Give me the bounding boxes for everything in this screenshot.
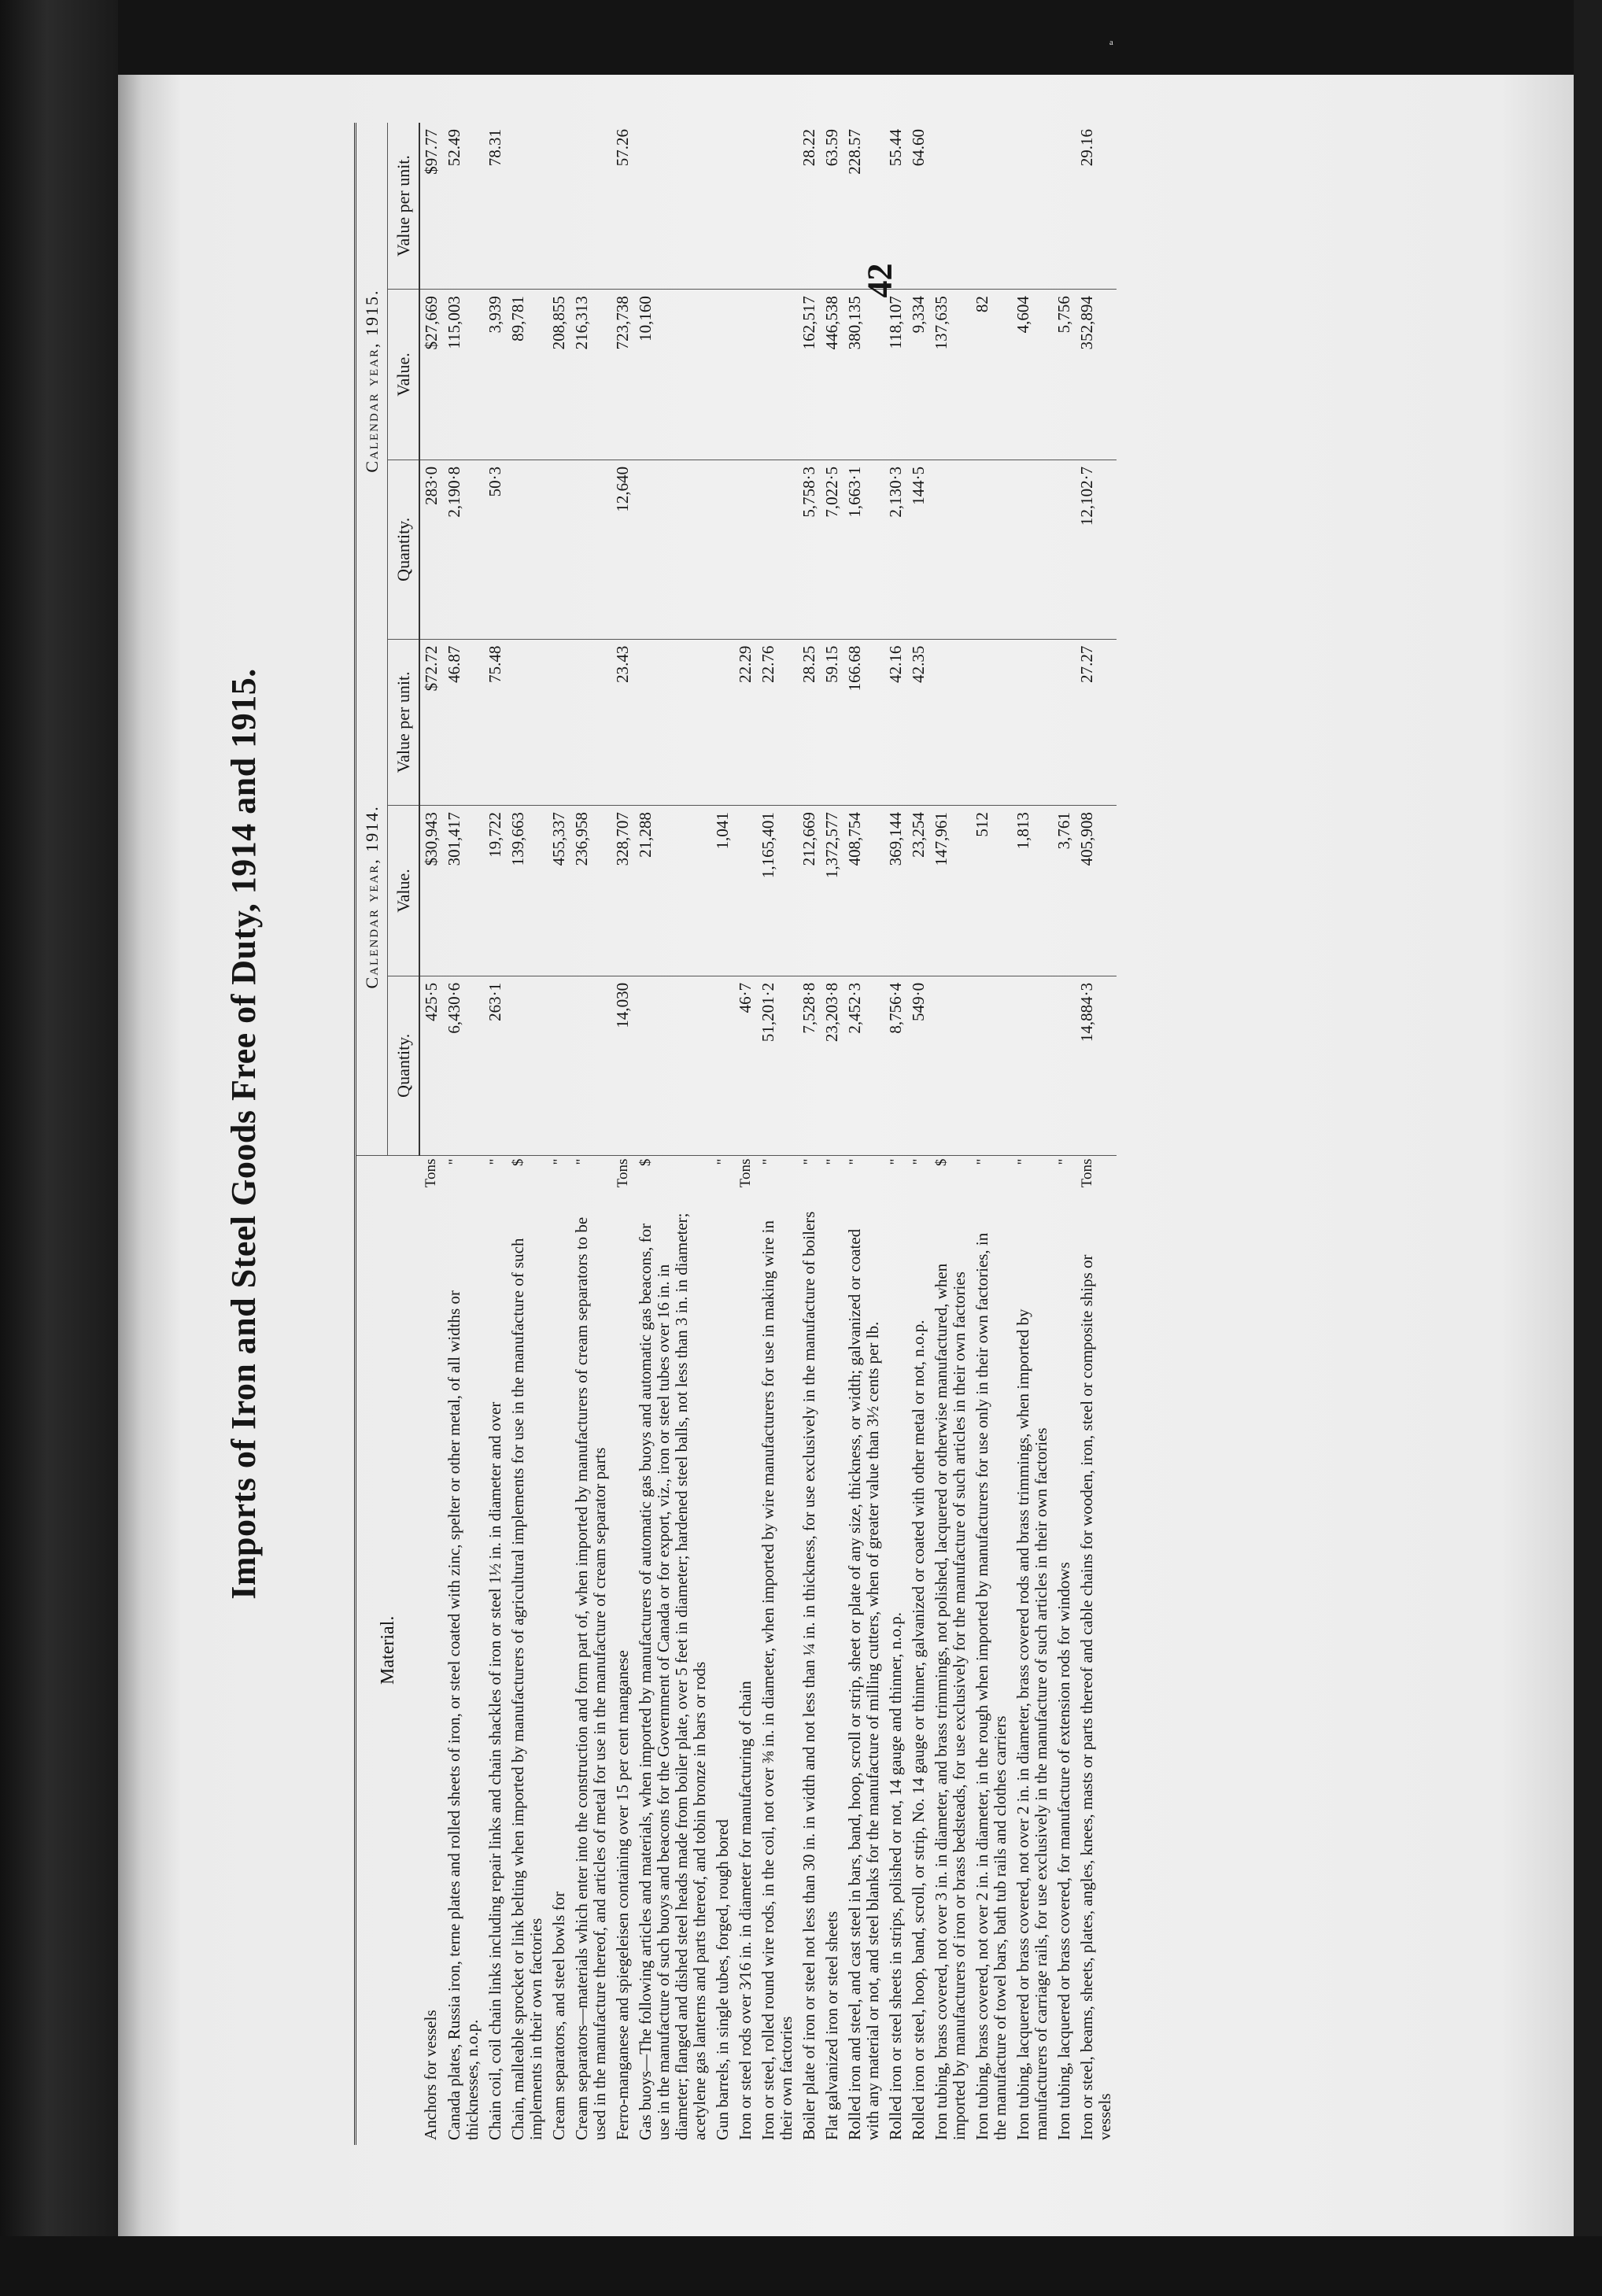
value-cell-q14: 6,430·6: [443, 976, 484, 1155]
value-cell-p14: 27.27: [1076, 639, 1117, 805]
value-cell-q15: 12,640: [611, 460, 634, 639]
value-cell-q15: [634, 460, 711, 639]
col-value-1915: Value.: [388, 290, 420, 460]
unit-cell: ": [711, 1155, 734, 1206]
value-cell-v14: 301,417: [443, 806, 484, 976]
material-cell: Cream separators, and steel bowls for: [549, 1891, 568, 2140]
value-cell-q15: 2,130·3: [884, 460, 907, 639]
unit-cell: ": [971, 1155, 1012, 1206]
material-cell: Iron or steel rods over 3⁄16 in. in diameter for manufacturing of chain: [736, 1681, 755, 2140]
value-cell-q15: [734, 460, 757, 639]
value-cell-v14: 212,669: [798, 806, 821, 976]
value-cell-q14: 14,884·3: [1076, 976, 1117, 1155]
value-cell-v14: 328,707: [611, 806, 634, 976]
table-row: [484, 123, 507, 2145]
value-cell-v15: 89,781: [507, 290, 548, 460]
value-cell-q15: [548, 460, 570, 639]
value-cell-q15: [507, 460, 548, 639]
table-row: [548, 123, 570, 2145]
value-cell-q14: 51,201·2: [757, 976, 798, 1155]
table-row: [711, 123, 734, 2145]
value-cell-p14: [1012, 639, 1053, 805]
material-cell: Boiler plate of iron or steel not less than 30 in. in width and not less than ¼ in. in thickness, for use exclusively in the manufacture of boilers: [799, 1211, 818, 2140]
table-row: [930, 123, 971, 2145]
value-cell-v14: 3,761: [1053, 806, 1076, 976]
value-cell-v14: 405,908: [1076, 806, 1117, 976]
table-row: [443, 123, 484, 2145]
unit-cell: ": [843, 1155, 884, 1206]
table-row: [884, 123, 907, 2145]
table-row: [907, 123, 930, 2145]
value-cell-v15: [757, 290, 798, 460]
value-cell-p15: 57.26: [611, 123, 634, 290]
unit-cell: ": [484, 1155, 507, 1206]
value-cell-p14: $72.72: [419, 639, 443, 805]
material-cell: Anchors for vessels: [421, 2010, 440, 2140]
value-cell-p15: [711, 123, 734, 290]
value-cell-q14: 14,030: [611, 976, 634, 1155]
value-cell-q14: [1053, 976, 1076, 1155]
value-cell-v15: 208,855: [548, 290, 570, 460]
material-cell: Iron tubing, brass covered, not over 3 in. in diameter, and brass trimmings, not polished, lacquered or otherwise manufactured, when imported by manufacturers of iron or brass bedsteads, for use exclusively for the manufacture of such articles in their own factories: [932, 1263, 969, 2140]
value-cell-p14: [548, 639, 570, 805]
value-cell-p14: 75.48: [484, 639, 507, 805]
col-value-1914: Value.: [388, 806, 420, 976]
value-cell-p15: [734, 123, 757, 290]
value-cell-p14: 42.35: [907, 639, 930, 805]
value-cell-p15: [548, 123, 570, 290]
value-cell-q14: [570, 976, 611, 1155]
unit-cell: ": [548, 1155, 570, 1206]
value-cell-p15: [634, 123, 711, 290]
material-cell: Gas buoys—The following articles and materials, when imported by manufacturers of automatic gas buoys and automatic gas beacons, for use in the manufacture of such buoys and beacons for the Government of Canada or for export, viz., iron or steel tubes over 16 in. in diameter; flanged and dished steel heads made from boiler plate, over 5 feet in diameter; hardened steel balls, not less than 3 in. in diameter; acetylene gas lanterns and parts thereof, and tobin bronze in bars or rods: [636, 1213, 709, 2140]
value-cell-q15: 5,758·3: [798, 460, 821, 639]
value-cell-p14: [1053, 639, 1076, 805]
value-cell-p14: 22.29: [734, 639, 757, 805]
value-cell-v14: 139,663: [507, 806, 548, 976]
table-row: [611, 123, 634, 2145]
table-row: [821, 123, 843, 2145]
year-1915-header: Calendar year, 1915.: [356, 123, 388, 639]
unit-cell: Tons: [419, 1155, 443, 1206]
unit-cell: Tons: [734, 1155, 757, 1206]
value-cell-p15: 29.16: [1076, 123, 1117, 290]
value-cell-p14: 22.76: [757, 639, 798, 805]
value-cell-p15: 28.22: [798, 123, 821, 290]
value-cell-q14: [971, 976, 1012, 1155]
material-cell: Chain coil, coil chain links including repair links and chain shackles of iron or steel 1½ in. in diameter and over: [485, 1401, 504, 2140]
material-cell: Cream separators—materials which enter into the construction and form part of, when imported by manufacturers of cream separators to be used in the manufacture thereof, and articles of metal for use in the manufacture of cream separator parts: [572, 1216, 609, 2140]
value-cell-v15: $27,669: [419, 290, 443, 460]
value-cell-v14: 1,813: [1012, 806, 1053, 976]
value-cell-q14: 549·0: [907, 976, 930, 1155]
value-cell-v14: 1,165,401: [757, 806, 798, 976]
value-cell-v14: [734, 806, 757, 976]
value-cell-p14: 28.25: [798, 639, 821, 805]
value-cell-v15: 4,604: [1012, 290, 1053, 460]
value-cell-v15: 162,517: [798, 290, 821, 460]
value-cell-q14: [634, 976, 711, 1155]
value-cell-v15: [734, 290, 757, 460]
value-cell-p14: 166.68: [843, 639, 884, 805]
value-cell-v15: 115,003: [443, 290, 484, 460]
value-cell-q14: 425·5: [419, 976, 443, 1155]
scan-border-top: [0, 0, 1602, 75]
value-cell-q15: 1,663·1: [843, 460, 884, 639]
year-1914-header: Calendar year, 1914.: [356, 639, 388, 1155]
value-cell-v15: 9,334: [907, 290, 930, 460]
page-title: Imports of Iron and Steel Goods Free of Duty, 1914 and 1915.: [224, 668, 263, 1600]
unit-cell: ": [884, 1155, 907, 1206]
value-cell-v15: 137,635: [930, 290, 971, 460]
imports-table: [354, 123, 1117, 2145]
value-cell-p14: [634, 639, 711, 805]
material-cell: Chain, malleable sprocket or link belting when imported by manufacturers of agricultural implements for use in the manufacture of such implements in their own factories: [508, 1238, 545, 2140]
value-cell-q15: [930, 460, 971, 639]
value-cell-q15: 50·3: [484, 460, 507, 639]
table-row: [570, 123, 611, 2145]
material-cell: Rolled iron and steel, and cast steel in bars, band, hoop, scroll or strip, sheet or plate of any size, thickness, or width; galvanized or coated with any material or not, and steel blanks for the manufacture of milling cutters, when of greater value than 3½ cents per lb.: [845, 1228, 882, 2140]
value-cell-v14: 21,288: [634, 806, 711, 976]
value-cell-p15: 78.31: [484, 123, 507, 290]
value-cell-v15: 82: [971, 290, 1012, 460]
col-quantity-1915: Quantity.: [388, 460, 420, 639]
value-cell-q14: [711, 976, 734, 1155]
table-body: [419, 123, 1117, 2145]
table-row: [634, 123, 711, 2145]
value-cell-v15: 380,135: [843, 290, 884, 460]
value-cell-q14: 7,528·8: [798, 976, 821, 1155]
value-cell-p14: 46.87: [443, 639, 484, 805]
value-cell-p15: 63.59: [821, 123, 843, 290]
table-row: [419, 123, 443, 2145]
value-cell-q15: [971, 460, 1012, 639]
value-cell-q14: 8,756·4: [884, 976, 907, 1155]
value-cell-q14: 23,203·8: [821, 976, 843, 1155]
table-row: [734, 123, 757, 2145]
scan-border-bottom: [0, 2236, 1602, 2296]
unit-cell: ": [821, 1155, 843, 1206]
unit-cell: ": [570, 1155, 611, 1206]
material-cell: Rolled iron or steel, hoop, band, scroll, or strip, No. 14 gauge or thinner, galvanized or coated with other metal or not, n.o.p.: [909, 1320, 928, 2140]
table-row: [1012, 123, 1053, 2145]
unit-cell: Tons: [1076, 1155, 1117, 1206]
value-cell-v14: 512: [971, 806, 1012, 976]
value-cell-v15: 446,538: [821, 290, 843, 460]
value-cell-q14: 263·1: [484, 976, 507, 1155]
table-row: [1053, 123, 1076, 2145]
value-cell-v14: 236,958: [570, 806, 611, 976]
unit-cell: ": [1053, 1155, 1076, 1206]
unit-cell: $: [930, 1155, 971, 1206]
value-cell-p15: [971, 123, 1012, 290]
unit-cell: ": [798, 1155, 821, 1206]
material-cell: Flat galvanized iron or steel sheets: [822, 1911, 841, 2140]
value-cell-q15: [1053, 460, 1076, 639]
value-cell-q15: 2,190·8: [443, 460, 484, 639]
value-cell-v15: 5,756: [1053, 290, 1076, 460]
value-cell-v14: 369,144: [884, 806, 907, 976]
value-cell-q15: 283·0: [419, 460, 443, 639]
value-cell-v14: 408,754: [843, 806, 884, 976]
unit-cell: $: [634, 1155, 711, 1206]
value-cell-p15: 228.57: [843, 123, 884, 290]
value-cell-v15: 352,894: [1076, 290, 1117, 460]
value-cell-p15: [1053, 123, 1076, 290]
value-cell-p15: [757, 123, 798, 290]
col-value-per-unit-1914: Value per unit.: [388, 639, 420, 805]
unit-cell: ": [443, 1155, 484, 1206]
table-row: [507, 123, 548, 2145]
unit-cell: $: [507, 1155, 548, 1206]
value-cell-q15: [1012, 460, 1053, 639]
value-cell-v14: 147,961: [930, 806, 971, 976]
material-cell: Ferro-manganese and spiegeleisen containing over 15 per cent manganese: [613, 1650, 632, 2140]
value-cell-p15: [1012, 123, 1053, 290]
value-cell-q14: [507, 976, 548, 1155]
value-cell-p15: $97.77: [419, 123, 443, 290]
value-cell-q14: [930, 976, 971, 1155]
value-cell-p15: 64.60: [907, 123, 930, 290]
value-cell-v14: 23,254: [907, 806, 930, 976]
value-cell-p15: 52.49: [443, 123, 484, 290]
col-quantity-1914: Quantity.: [388, 976, 420, 1155]
unit-cell: Tons: [611, 1155, 634, 1206]
value-cell-p14: [570, 639, 611, 805]
value-cell-q15: 7,022·5: [821, 460, 843, 639]
value-cell-q15: 144·5: [907, 460, 930, 639]
value-cell-p14: 23.43: [611, 639, 634, 805]
value-cell-p15: [930, 123, 971, 290]
material-cell: Iron tubing, brass covered, not over 2 in. in diameter, in the rough when imported by manufacturers for use only in their own factories, in the manufacture of towel bars, bath tub rails and clothes carriers: [973, 1232, 1010, 2140]
table-row: [798, 123, 821, 2145]
value-cell-p14: 59.15: [821, 639, 843, 805]
unit-cell: ": [907, 1155, 930, 1206]
material-header: Material.: [356, 1155, 420, 2145]
value-cell-p15: [570, 123, 611, 290]
value-cell-v15: 216,313: [570, 290, 611, 460]
table-row: [843, 123, 884, 2145]
unit-cell: ": [757, 1155, 798, 1206]
value-cell-p15: 55.44: [884, 123, 907, 290]
rotated-table-content: [161, 111, 1419, 2157]
material-cell: Gun barrels, in single tubes, forged, rough bored: [713, 1819, 732, 2140]
value-cell-v15: 118,107: [884, 290, 907, 460]
material-cell: Iron tubing, lacquered or brass covered, not over 2 in. in diameter, brass covered rods and brass trimmings, when imported by manufacturers of carriage rails, for use exclusively in the manufacture of such articles in their own factories: [1013, 1309, 1050, 2140]
value-cell-v14: $30,943: [419, 806, 443, 976]
value-cell-v14: 455,337: [548, 806, 570, 976]
table-row: [757, 123, 798, 2145]
material-cell: Canada plates, Russia iron, terne plates and rolled sheets of iron, or steel coated with zinc, spelter or other metal, of all widths or thicknesses, n.o.p.: [445, 1290, 482, 2140]
material-cell: Iron or steel, rolled round wire rods, in the coil, not over ⅜ in. in diameter, when imported by wire manufacturers for use in making wire in their own factories: [759, 1220, 795, 2140]
value-cell-q14: [548, 976, 570, 1155]
material-cell: Iron tubing, lacquered or brass covered, for manufacture of extension rods for windows: [1054, 1562, 1073, 2140]
value-cell-p14: [930, 639, 971, 805]
page-number-visible: 42: [860, 263, 899, 298]
scan-border-left: [0, 0, 118, 2296]
unit-cell: ": [1012, 1155, 1053, 1206]
value-cell-p14: [971, 639, 1012, 805]
col-value-per-unit-1915: Value per unit.: [388, 123, 420, 290]
table-row: [1076, 123, 1117, 2145]
value-cell-q14: 46·7: [734, 976, 757, 1155]
corner-mark: ᵃ: [1109, 36, 1113, 52]
value-cell-v14: 1,372,577: [821, 806, 843, 976]
scan-border-right: [1574, 0, 1602, 2296]
value-cell-p15: [507, 123, 548, 290]
value-cell-q14: 2,452·3: [843, 976, 884, 1155]
value-cell-v15: 723,738: [611, 290, 634, 460]
value-cell-q15: [570, 460, 611, 639]
value-cell-v15: [711, 290, 734, 460]
value-cell-p14: [711, 639, 734, 805]
material-cell: Rolled iron or steel sheets in strips, polished or not, 14 gauge and thinner, n.o.p.: [886, 1611, 905, 2140]
value-cell-v15: 10,160: [634, 290, 711, 460]
value-cell-q14: [1012, 976, 1053, 1155]
value-cell-q15: [711, 460, 734, 639]
value-cell-v14: 1,041: [711, 806, 734, 976]
value-cell-v14: 19,722: [484, 806, 507, 976]
value-cell-v15: 3,939: [484, 290, 507, 460]
value-cell-q15: 12,102·7: [1076, 460, 1117, 639]
value-cell-q15: [757, 460, 798, 639]
value-cell-p14: [507, 639, 548, 805]
value-cell-p14: 42.16: [884, 639, 907, 805]
material-cell: Iron or steel, beams, sheets, plates, angles, knees, masts or parts thereof and cable chains for wooden, iron, steel or composite ships or vessels: [1077, 1254, 1114, 2140]
table-row: [971, 123, 1012, 2145]
